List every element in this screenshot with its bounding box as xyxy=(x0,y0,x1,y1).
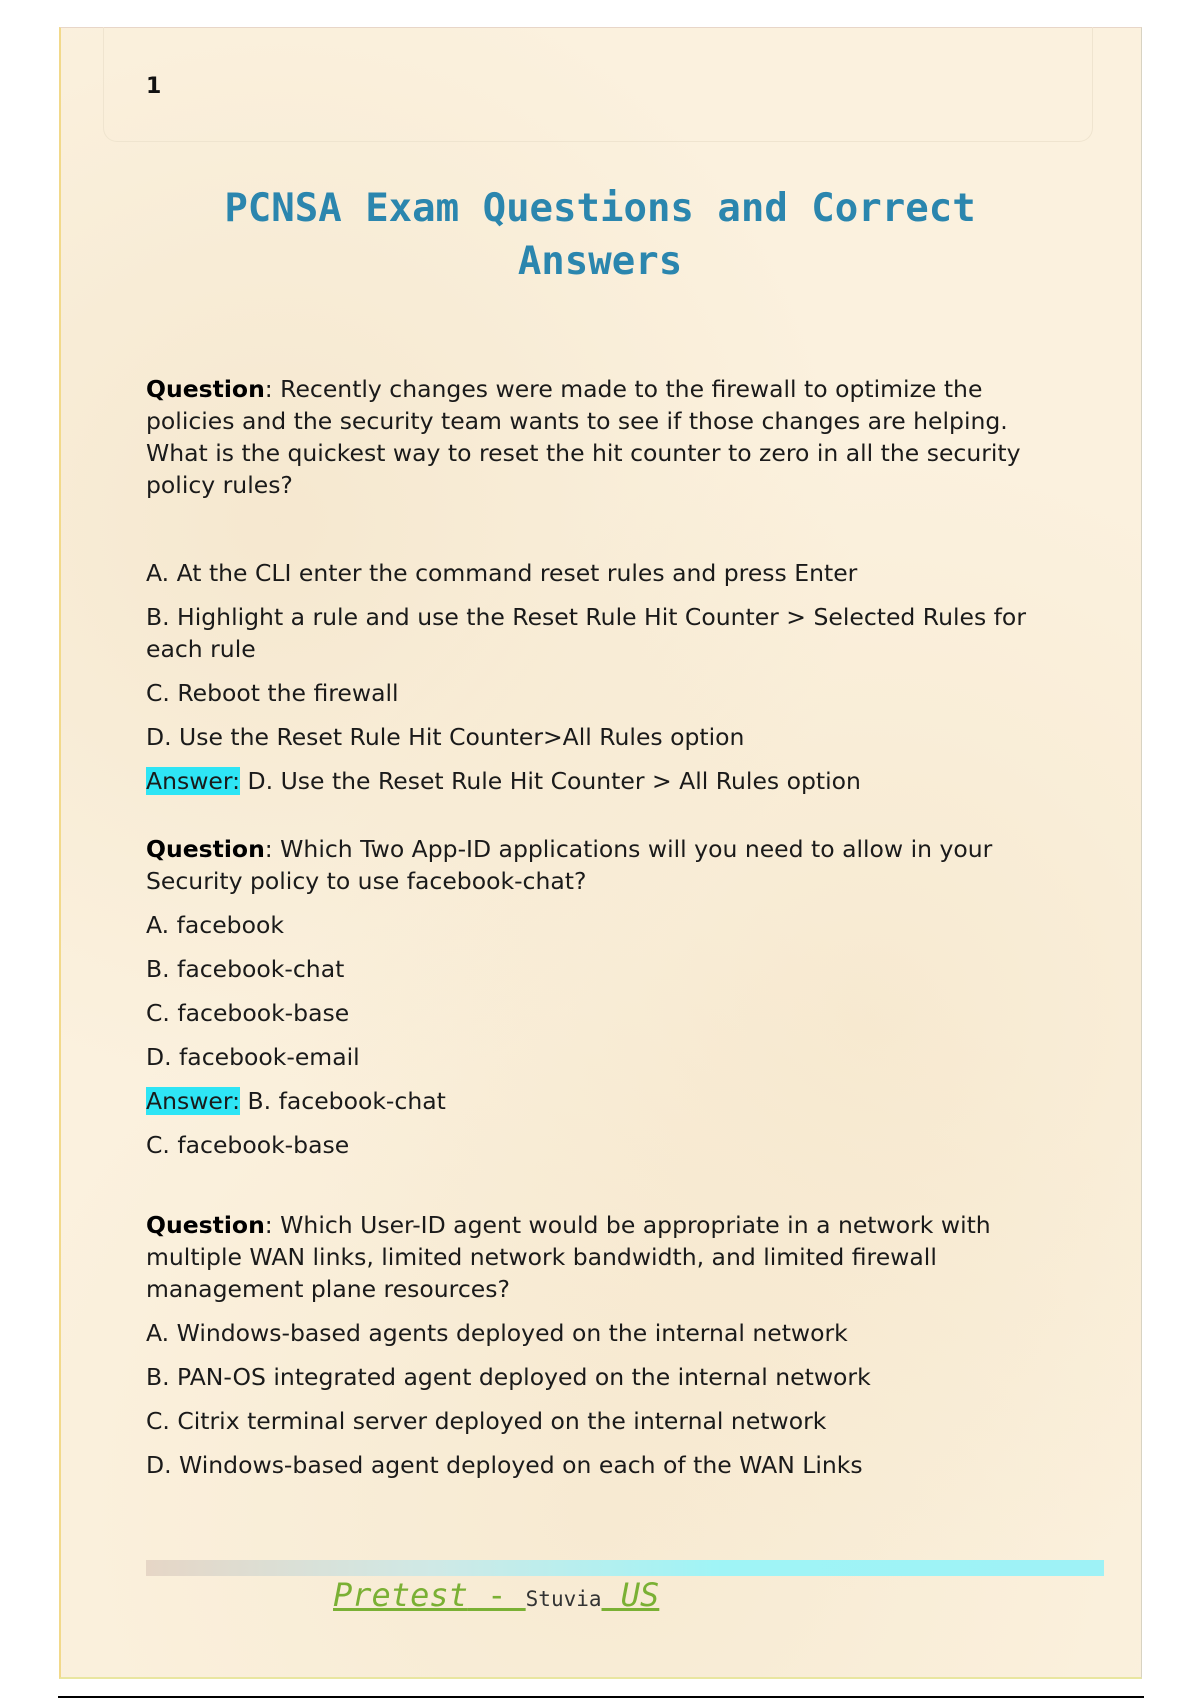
option-a: A. facebook xyxy=(146,911,284,939)
question-label: Question xyxy=(146,375,265,403)
option-c: C. Citrix terminal server deployed on the internal network xyxy=(146,1407,827,1435)
option-d: D. Windows-based agent deployed on each of the WAN Links xyxy=(146,1451,863,1479)
option-b: B. PAN-OS integrated agent deployed on the internal network xyxy=(146,1363,871,1391)
footer-stuvia: Stuvia xyxy=(525,1587,602,1611)
options-list xyxy=(146,909,1066,1161)
question-text xyxy=(146,1209,1066,1305)
question-block-1 xyxy=(146,373,1066,797)
footer-pretest: Pretest xyxy=(333,1576,468,1614)
option-d: D. Use the Reset Rule Hit Counter>All Rules option xyxy=(146,723,745,751)
question-body: : Which User-ID agent would be appropriate in a network with multiple WAN links, limited network bandwidth, and limited firewall management plane resources? xyxy=(146,1211,991,1303)
question-label: Question xyxy=(146,1211,265,1239)
header-box xyxy=(103,27,1093,142)
answer-label: Answer: xyxy=(146,1087,241,1115)
answer-label: Answer: xyxy=(146,767,241,795)
question-block-3 xyxy=(146,1209,1066,1481)
option-a: A. Windows-based agents deployed on the internal network xyxy=(146,1319,848,1347)
footer-separator: - xyxy=(467,1576,526,1614)
option-d: D. facebook-email xyxy=(146,1043,360,1071)
answer-line xyxy=(146,765,1066,797)
question-body: : Which Two App-ID applications will you need to allow in your Security policy to use facebook-chat? xyxy=(146,835,993,895)
option-b: B. Highlight a rule and use the Reset Rule Hit Counter > Selected Rules for each rule xyxy=(146,603,1026,663)
question-body: : Recently changes were made to the firewall to optimize the policies and the security team wants to see if those changes are helping. What is the quickest way to reset the hit counter to zero in all the security policy rules? xyxy=(146,375,1021,499)
question-block-2 xyxy=(146,833,1066,1161)
options-list xyxy=(146,1317,1066,1481)
document-content xyxy=(146,373,1066,1481)
option-c: C. facebook-base xyxy=(146,999,350,1027)
question-text xyxy=(146,833,1066,897)
document-title: PCNSA Exam Questions and Correct Answers xyxy=(224,186,976,284)
footer-divider-bar xyxy=(146,1560,1104,1576)
answer-text: D. Use the Reset Rule Hit Counter > All Rules option xyxy=(240,767,861,795)
option-a: A. At the CLI enter the command reset rules and press Enter xyxy=(146,559,858,587)
bottom-rule xyxy=(58,1696,1144,1698)
footer-us: US xyxy=(601,1576,660,1614)
question-label: Question xyxy=(146,835,265,863)
option-c: C. Reboot the firewall xyxy=(146,679,399,707)
question-text xyxy=(146,373,1066,501)
answer-text: B. facebook-chat xyxy=(240,1087,446,1115)
page-number: 1 xyxy=(146,74,162,99)
option-b: B. facebook-chat xyxy=(146,955,345,983)
answer-extra: C. facebook-base xyxy=(146,1131,350,1159)
footer-watermark xyxy=(333,1576,659,1614)
answer-line xyxy=(146,1085,1066,1117)
